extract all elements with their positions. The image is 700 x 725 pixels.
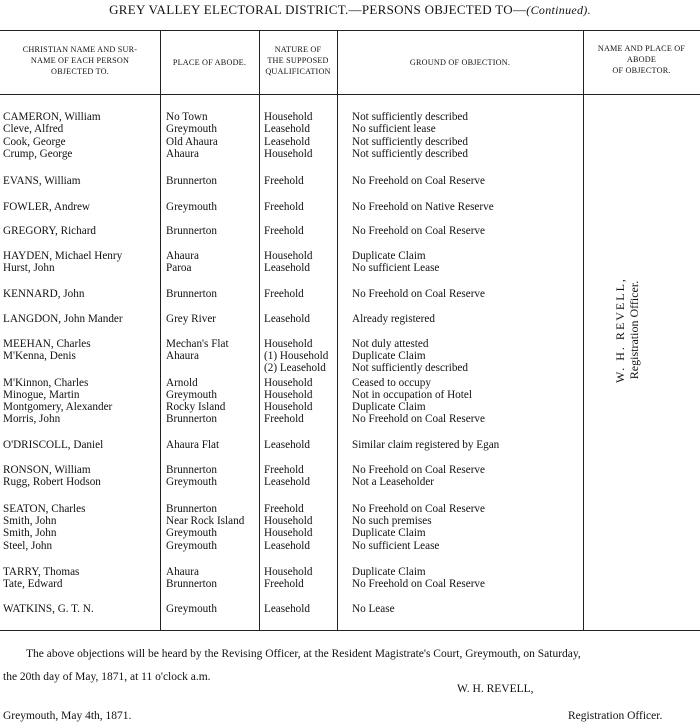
row-ground: Not duly attested bbox=[352, 338, 429, 350]
row-abode: Mechan's Flat bbox=[166, 338, 229, 350]
row-qualification: Leasehold bbox=[264, 439, 310, 451]
table-bottom-rule bbox=[0, 630, 700, 631]
row-qualification: (1) Household bbox=[264, 350, 329, 362]
row-ground: Not sufficiently described bbox=[352, 362, 468, 374]
row-ground: No Freehold on Coal Reserve bbox=[352, 225, 485, 237]
row-name: RONSON, William bbox=[3, 464, 91, 476]
row-abode: Brunnerton bbox=[166, 413, 217, 425]
row-ground: No Freehold on Coal Reserve bbox=[352, 288, 485, 300]
row-abode: No Town bbox=[166, 111, 208, 123]
row-ground: Similar claim registered by Egan bbox=[352, 439, 500, 451]
row-abode: Ahaura Flat bbox=[166, 439, 220, 451]
row-name: SEATON, Charles bbox=[3, 503, 86, 515]
row-qualification: Leasehold bbox=[264, 123, 310, 135]
row-name: WATKINS, G. T. N. bbox=[3, 603, 94, 615]
header-ground-text: GROUND OF OBJECTION. bbox=[409, 58, 511, 67]
row-name: Steel, John bbox=[3, 540, 53, 552]
row-ground: No Freehold on Native Reserve bbox=[352, 201, 494, 213]
row-qualification: Freehold bbox=[264, 288, 304, 300]
row-ground: Duplicate Claim bbox=[352, 527, 426, 539]
row-abode: Greymouth bbox=[166, 540, 217, 552]
row-ground: No Freehold on Coal Reserve bbox=[352, 503, 485, 515]
row-qualification: Leasehold bbox=[264, 136, 310, 148]
row-abode: Brunnerton bbox=[166, 225, 217, 237]
row-abode: Greymouth bbox=[166, 527, 217, 539]
row-abode: Greymouth bbox=[166, 123, 217, 135]
row-abode: Old Ahaura bbox=[166, 136, 218, 148]
row-abode: Near Rock Island bbox=[166, 515, 245, 527]
header-name-line: CHRISTIAN NAME AND SUR- bbox=[22, 45, 138, 54]
row-qualification: Household bbox=[264, 515, 313, 527]
row-name: HAYDEN, Michael Henry bbox=[3, 250, 123, 262]
row-qualification: Freehold bbox=[264, 413, 304, 425]
row-abode: Greymouth bbox=[166, 201, 217, 213]
row-qualification: Freehold bbox=[264, 225, 304, 237]
row-name: Montgomery, Alexander bbox=[3, 401, 113, 413]
row-qualification: Household bbox=[264, 401, 313, 413]
row-name: M'Kinnon, Charles bbox=[3, 377, 89, 389]
row-name: Minogue, Martin bbox=[3, 389, 80, 401]
row-ground: No Lease bbox=[352, 603, 395, 615]
row-abode: Brunnerton bbox=[166, 175, 217, 187]
title-text: GREY VALLEY ELECTORAL DISTRICT.—PERSONS OBJECTED TO— bbox=[109, 2, 527, 17]
notice-line-2: the 20th day of May, 1871, at 11 o'clock a.m. bbox=[3, 671, 211, 683]
row-name: Smith, John bbox=[3, 515, 57, 527]
row-qualification: (2) Leasehold bbox=[264, 362, 326, 374]
row-qualification: Freehold bbox=[264, 503, 304, 515]
row-qualification: Household bbox=[264, 527, 313, 539]
row-abode: Grey River bbox=[166, 313, 217, 325]
row-ground: Ceased to occupy bbox=[352, 377, 431, 389]
row-name: Smith, John bbox=[3, 527, 57, 539]
objector-role: Registration Officer. bbox=[627, 280, 641, 380]
col-divider-2 bbox=[259, 30, 260, 630]
row-name: Cleve, Alfred bbox=[3, 123, 64, 135]
row-qualification: Household bbox=[264, 389, 313, 401]
row-abode: Paroa bbox=[166, 262, 192, 274]
row-name: Hurst, John bbox=[3, 262, 55, 274]
header-qualification-line: THE SUPPOSED bbox=[267, 56, 329, 65]
title-continued: (Continued). bbox=[526, 3, 591, 17]
header-name-line: OBJECTED TO. bbox=[50, 67, 110, 76]
row-ground: Not in occupation of Hotel bbox=[352, 389, 472, 401]
row-qualification: Household bbox=[264, 338, 313, 350]
header-abode bbox=[160, 57, 259, 68]
row-name: Rugg, Robert Hodson bbox=[3, 476, 101, 488]
row-qualification: Freehold bbox=[264, 201, 304, 213]
row-abode: Ahaura bbox=[166, 350, 199, 362]
row-ground: Not sufficiently described bbox=[352, 136, 468, 148]
row-abode: Rocky Island bbox=[166, 401, 226, 413]
row-abode: Ahaura bbox=[166, 250, 199, 262]
row-abode: Brunnerton bbox=[166, 578, 217, 590]
header-name bbox=[0, 44, 160, 77]
signature-role: Registration Officer. bbox=[568, 710, 663, 722]
header-ground bbox=[337, 57, 583, 68]
row-name: CAMERON, William bbox=[3, 111, 101, 123]
header-qualification-line: NATURE OF bbox=[274, 45, 322, 54]
row-ground: Duplicate Claim bbox=[352, 401, 426, 413]
objector-column bbox=[613, 275, 641, 385]
row-qualification: Freehold bbox=[264, 464, 304, 476]
place-date: Greymouth, May 4th, 1871. bbox=[3, 710, 132, 722]
row-abode: Greymouth bbox=[166, 603, 217, 615]
row-ground: No such premises bbox=[352, 515, 432, 527]
row-abode: Arnold bbox=[166, 377, 198, 389]
row-name: Crump, George bbox=[3, 148, 73, 160]
row-name: Morris, John bbox=[3, 413, 61, 425]
row-abode: Greymouth bbox=[166, 389, 217, 401]
row-ground: Duplicate Claim bbox=[352, 350, 426, 362]
row-ground: Not sufficiently described bbox=[352, 111, 468, 123]
row-name: EVANS, William bbox=[3, 175, 81, 187]
col-divider-4 bbox=[583, 30, 584, 630]
row-ground: No Freehold on Coal Reserve bbox=[352, 578, 485, 590]
objector-name: W. H. REVELL, bbox=[613, 277, 627, 383]
row-name: GREGORY, Richard bbox=[3, 225, 97, 237]
row-qualification: Leasehold bbox=[264, 540, 310, 552]
row-qualification: Household bbox=[264, 377, 313, 389]
row-qualification: Leasehold bbox=[264, 313, 310, 325]
signature-name: W. H. REVELL, bbox=[457, 683, 534, 695]
row-ground: No Freehold on Coal Reserve bbox=[352, 175, 485, 187]
row-qualification: Leasehold bbox=[264, 262, 310, 274]
row-qualification: Household bbox=[264, 148, 313, 160]
row-abode: Brunnerton bbox=[166, 288, 217, 300]
row-ground: No sufficient Lease bbox=[352, 540, 440, 552]
header-qualification-line: QUALIFICATION bbox=[265, 67, 331, 76]
header-objector-line: OF OBJECTOR. bbox=[612, 66, 671, 75]
row-ground: No sufficient lease bbox=[352, 123, 436, 135]
row-ground: No sufficient Lease bbox=[352, 262, 440, 274]
table-top-rule bbox=[0, 30, 700, 31]
row-name: FOWLER, Andrew bbox=[3, 201, 91, 213]
row-ground: Already registered bbox=[352, 313, 435, 325]
header-abode-text: PLACE OF ABODE. bbox=[172, 58, 247, 67]
row-name: MEEHAN, Charles bbox=[3, 338, 91, 350]
page-title bbox=[0, 2, 700, 18]
header-name-line: NAME OF EACH PERSON bbox=[30, 56, 130, 65]
row-abode: Greymouth bbox=[166, 476, 217, 488]
row-name: Cook, George bbox=[3, 136, 66, 148]
row-qualification: Household bbox=[264, 566, 313, 578]
row-abode: Brunnerton bbox=[166, 464, 217, 476]
row-qualification: Household bbox=[264, 250, 313, 262]
row-name: O'DRISCOLL, Daniel bbox=[3, 439, 104, 451]
row-ground: No Freehold on Coal Reserve bbox=[352, 413, 485, 425]
header-objector-line: ABODE bbox=[626, 55, 657, 64]
row-abode: Ahaura bbox=[166, 566, 199, 578]
row-name: LANGDON, John Mander bbox=[3, 313, 123, 325]
header-qualification bbox=[259, 44, 337, 77]
notice-line-1: The above objections will be heard by the Revising Officer, at the Resident Magistrate's Court, Greymouth, on Saturday, bbox=[26, 648, 581, 660]
row-name: KENNARD, John bbox=[3, 288, 85, 300]
header-objector bbox=[583, 43, 700, 76]
header-objector-line: NAME AND PLACE OF bbox=[597, 44, 686, 53]
row-name: M'Kenna, Denis bbox=[3, 350, 76, 362]
row-ground: Not a Leaseholder bbox=[352, 476, 435, 488]
row-ground: Duplicate Claim bbox=[352, 250, 426, 262]
row-qualification: Freehold bbox=[264, 175, 304, 187]
row-ground: No Freehold on Coal Reserve bbox=[352, 464, 485, 476]
row-ground: Duplicate Claim bbox=[352, 566, 426, 578]
row-abode: Brunnerton bbox=[166, 503, 217, 515]
col-divider-1 bbox=[160, 30, 161, 630]
row-name: Tate, Edward bbox=[3, 578, 63, 590]
row-ground: Not sufficiently described bbox=[352, 148, 468, 160]
row-abode: Ahaura bbox=[166, 148, 199, 160]
header-bottom-rule bbox=[0, 94, 700, 95]
row-qualification: Household bbox=[264, 111, 313, 123]
col-divider-3 bbox=[337, 30, 338, 630]
row-qualification: Freehold bbox=[264, 578, 304, 590]
row-qualification: Leasehold bbox=[264, 603, 310, 615]
row-qualification: Leasehold bbox=[264, 476, 310, 488]
row-name: TARRY, Thomas bbox=[3, 566, 80, 578]
